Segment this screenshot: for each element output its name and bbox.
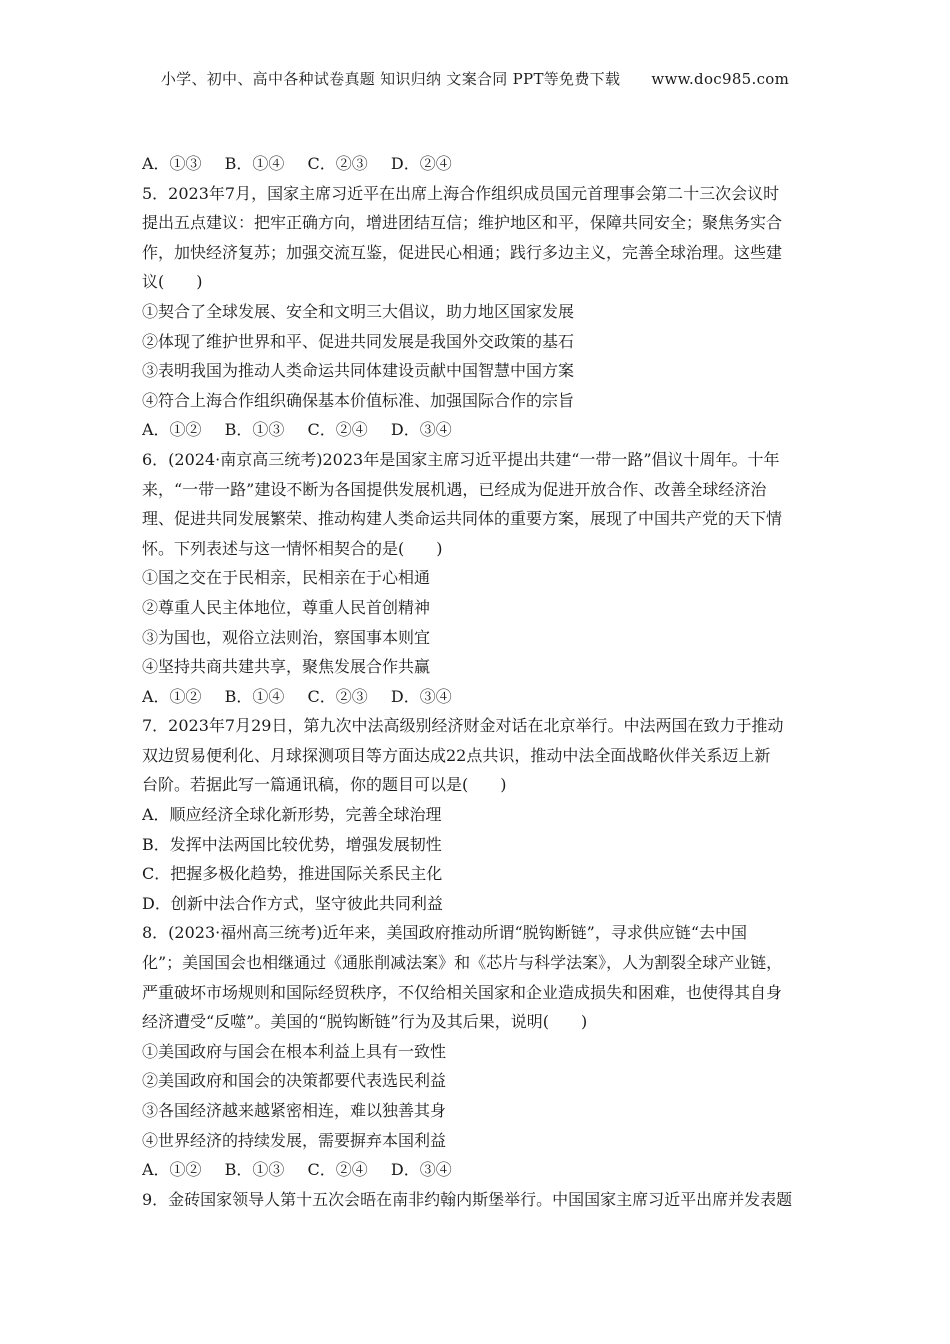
q5-item-4: ④符合上海合作组织确保基本价值标准、加强国际合作的宗旨	[142, 390, 575, 410]
q6-item-3: ③为国也，观俗立法则治，察国事本则宜	[142, 627, 431, 647]
page-header	[0, 68, 950, 89]
q5-item-2: ②体现了维护世界和平、促进共同发展是我国外交政策的基石	[142, 331, 575, 351]
q5-stem-line: 5．2023年7月，国家主席习近平在出席上海合作组织成员国元首理事会第二十三次会议时	[142, 183, 780, 203]
q4-option-d[interactable]: D．②④	[390, 154, 452, 173]
q5-item-3: ③表明我国为推动人类命运共同体建设贡献中国智慧中国方案	[142, 361, 575, 381]
q4-option-b[interactable]: B．①④	[224, 154, 285, 173]
q6-option-d[interactable]: D．③④	[390, 686, 452, 706]
q7-stem-line: 7．2023年7月29日，第九次中法高级别经济财金对话在北京举行。中法两国在致力于推动	[142, 716, 784, 736]
q8-stem-line: 化”；美国国会也相继通过《通胀削减法案》和《芯片与科学法案》，人为割裂全球产业链，	[142, 953, 783, 973]
q8-stem-line: 8．(2023·福州高三统考)近年来，美国政府推动所谓“脱钩断链”，寻求供应链“去中国	[142, 923, 748, 943]
question-8	[142, 918, 814, 1184]
q5-option-b[interactable]: B．①③	[224, 420, 285, 440]
q6-stem-line: 理、促进共同发展繁荣、推动构建人类命运共同体的重要方案，展现了中国共产党的天下情	[142, 509, 783, 529]
q6-stem-line: 来，“一带一路”建设不断为各国提供发展机遇，已经成为促进开放合作、改善全球经济治	[142, 479, 767, 499]
q6-item-2: ②尊重人民主体地位，尊重人民首创精神	[142, 597, 431, 617]
q7-choice-b[interactable]: B．发挥中法两国比较优势，增强发展韧性	[142, 834, 442, 854]
q6-option-c[interactable]: C．②③	[307, 686, 368, 706]
q7-stem-line: 台阶。若据此写一篇通讯稿，你的题目可以是( )	[142, 775, 507, 795]
q5-option-c[interactable]: C．②④	[307, 420, 368, 440]
q5-item-1: ①契合了全球发展、安全和文明三大倡议，助力地区国家发展	[142, 301, 575, 321]
question-9	[142, 1185, 814, 1215]
question-5	[142, 179, 814, 445]
q4-option-c[interactable]: C．②③	[307, 154, 368, 173]
q5-options	[142, 415, 814, 445]
q5-stem-line: 议( )	[142, 272, 203, 292]
q8-option-d[interactable]: D．③④	[390, 1160, 452, 1180]
header-website: www.doc985.com	[651, 70, 790, 88]
q7-choice-d[interactable]: D．创新中法合作方式，坚守彼此共同利益	[142, 893, 443, 913]
q6-options	[142, 682, 814, 712]
question-7	[142, 711, 814, 918]
q6-item-4: ④坚持共商共建共享，聚焦发展合作共赢	[142, 657, 431, 677]
q6-option-a[interactable]: A．①②	[142, 686, 202, 706]
q8-item-1: ①美国政府与国会在根本利益上具有一致性	[142, 1041, 447, 1061]
q6-stem-line: 怀。下列表述与这一情怀相契合的是( )	[142, 538, 443, 558]
q5-option-a[interactable]: A．①②	[142, 420, 202, 440]
q4-options	[142, 149, 814, 179]
q8-stem-line: 经济遭受“反噬”。美国的“脱钩断链”行为及其后果，说明( )	[142, 1012, 588, 1032]
q8-stem-line: 严重破坏市场规则和国际经贸秩序，不仅给相关国家和企业造成损失和困难，也使得其自身	[142, 982, 783, 1002]
q9-stem-line: 9．金砖国家领导人第十五次会晤在南非约翰内斯堡举行。中国国家主席习近平出席并发表题	[142, 1189, 793, 1209]
q7-stem-line: 双边贸易便利化、月球探测项目等方面达成22点共识，推动中法全面战略伙伴关系迈上新	[142, 745, 771, 765]
q8-options	[142, 1155, 814, 1185]
q5-option-d[interactable]: D．③④	[390, 420, 452, 440]
q4-option-a[interactable]: A．①③	[142, 154, 202, 173]
q8-option-a[interactable]: A．①②	[142, 1160, 202, 1180]
q8-item-3: ③各国经济越来越紧密相连，难以独善其身	[142, 1101, 447, 1120]
q7-choice-c[interactable]: C．把握多极化趋势，推进国际关系民主化	[142, 864, 443, 884]
q8-item-4: ④世界经济的持续发展，需要摒弃本国利益	[142, 1130, 447, 1150]
q7-choice-a[interactable]: A．顺应经济全球化新形势，完善全球治理	[142, 805, 442, 825]
question-6	[142, 445, 814, 711]
q8-item-2: ②美国政府和国会的决策都要代表选民利益	[142, 1071, 447, 1091]
question-content	[142, 149, 814, 1214]
q5-stem-line: 提出五点建议：把牢正确方向，增进团结互信；维护地区和平，保障共同安全；聚焦务实合	[142, 213, 783, 233]
q6-option-b[interactable]: B．①④	[224, 686, 285, 706]
q5-stem-line: 作，加快经济复苏；加强交流互鉴，促进民心相通；践行多边主义，完善全球治理。这些建	[142, 242, 783, 262]
q8-option-b[interactable]: B．①③	[224, 1160, 285, 1180]
q6-stem-line: 6．(2024·南京高三统考)2023年是国家主席习近平提出共建“一带一路”倡议十周年。十年	[142, 449, 780, 469]
q8-option-c[interactable]: C．②④	[307, 1160, 368, 1180]
header-tagline: 小学、初中、高中各种试卷真题 知识归纳 文案合同 PPT等免费下载	[160, 70, 621, 88]
q6-item-1: ①国之交在于民相亲，民相亲在于心相通	[142, 568, 431, 588]
